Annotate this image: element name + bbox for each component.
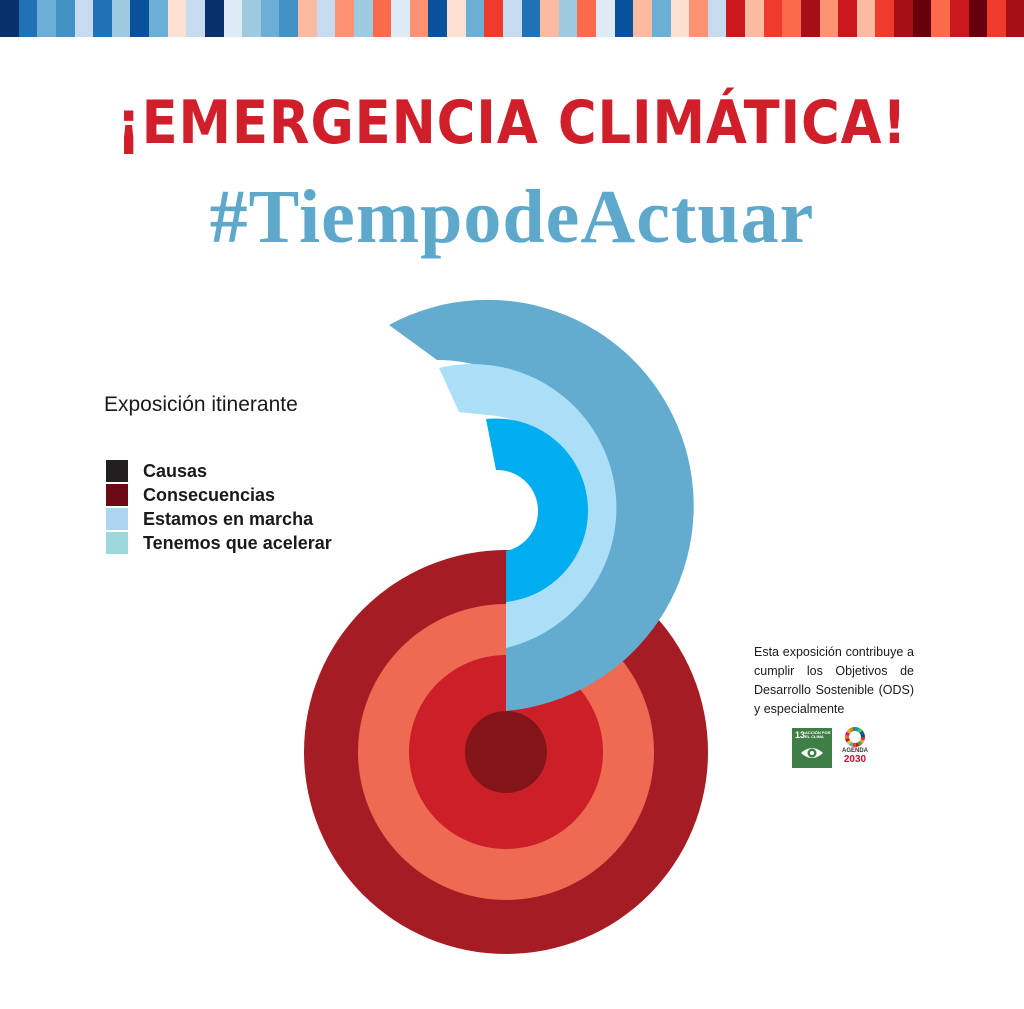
legend <box>106 459 332 555</box>
exhibition-label: Exposición itinerante <box>104 393 298 416</box>
page-subtitle-hashtag: #TiempodeActuar <box>209 175 815 259</box>
legend-item <box>106 507 332 531</box>
agenda-label: AGENDA <box>841 748 868 754</box>
legend-swatch <box>106 508 128 530</box>
legend-label: Causas <box>143 460 208 481</box>
legend-label: Consecuencias <box>143 484 276 505</box>
agenda-2030-logo <box>838 726 872 770</box>
agenda-year: 2030 <box>843 754 867 765</box>
page-title: ¡EMERGENCIA CLIMÁTICA! <box>116 88 908 158</box>
legend-swatch <box>106 484 128 506</box>
legend-item <box>106 483 332 507</box>
eye-earth-icon <box>800 744 824 762</box>
legend-swatch <box>106 532 128 554</box>
legend-swatch <box>106 460 128 482</box>
sdg-number: 13 <box>795 730 806 740</box>
sdg-wheel-icon <box>844 726 866 748</box>
legend-label: Tenemos que acelerar <box>143 532 332 553</box>
red-core <box>465 711 547 793</box>
ods-description: Esta exposición contribuye a cumplir los Objetivos de Desarrollo Sostenible (ODS) y especialmente <box>754 645 914 716</box>
legend-item <box>106 531 332 555</box>
sdg-13-climate-action-icon <box>792 728 832 768</box>
legend-label: Estamos en marcha <box>143 508 314 529</box>
sdg-goal-text: ACCIÓN POR EL CLIMA <box>805 730 831 739</box>
legend-item <box>106 459 332 483</box>
